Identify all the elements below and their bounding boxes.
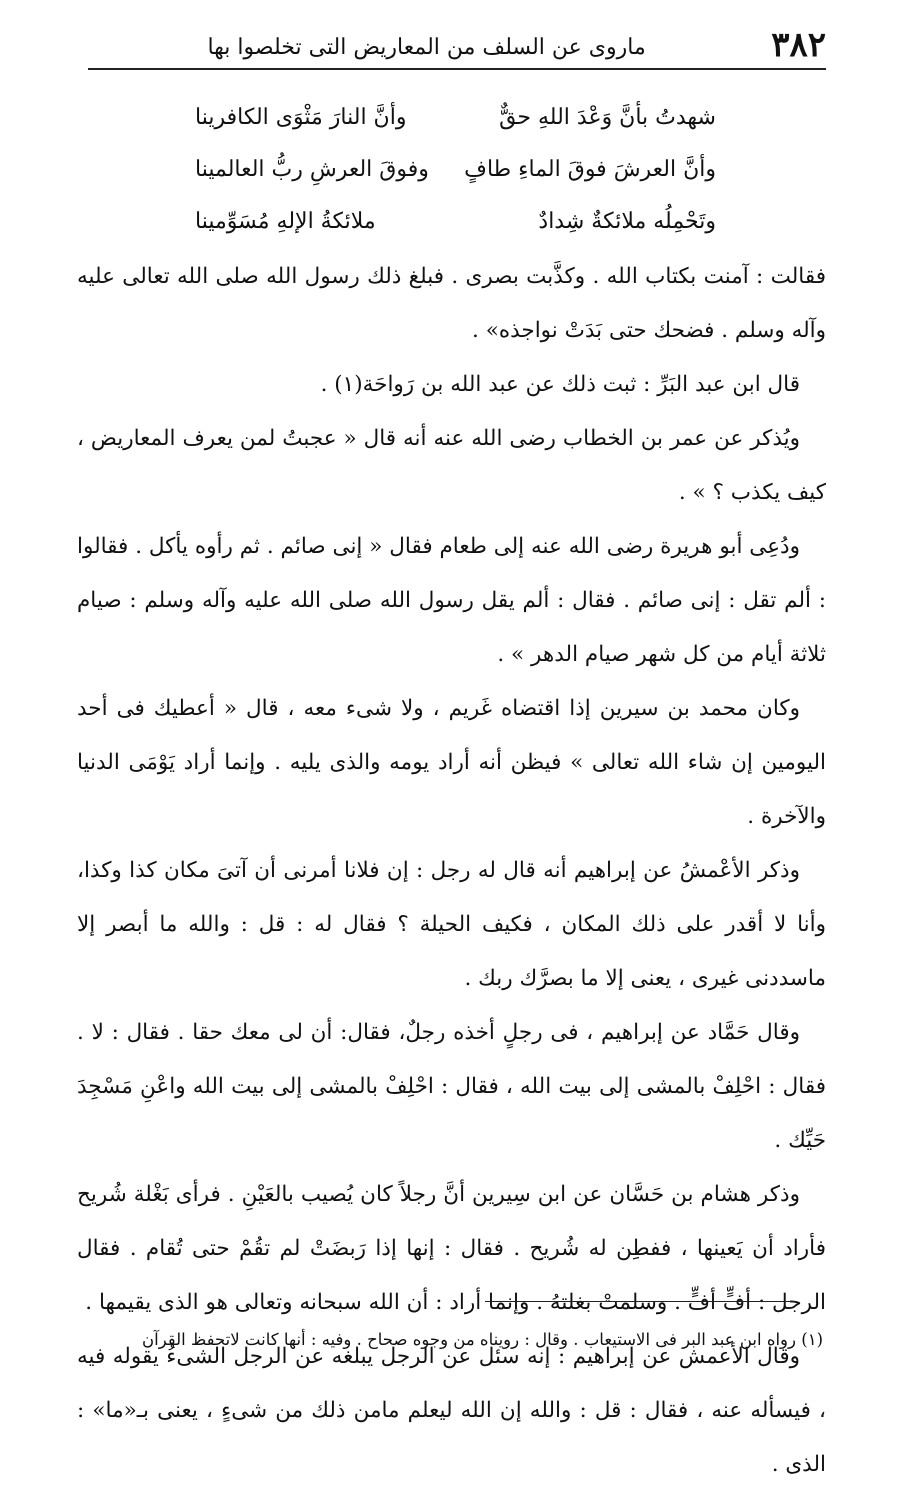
verse-second-hemistich: ملائكةُ الإلهِ مُسَوِّمينا (195, 209, 376, 234)
paragraph: ودُعِى أبو هريرة رضى الله عنه إلى طعام فقال « إنى صائم . ثم رأوه يأكل . فقالوا : ألم تقل : إنى صائم . فقال : ألم يقل رسول الله صلى الله عليه وآله وسلم : صيام ثلاثة أيام من كل شهر صيام الدهر » . (77, 534, 826, 667)
paragraph: فقالت : آمنت بكتاب الله . وكذَّبت بصرى . فبلغ ذلك رسول الله صلى الله تعالى عليه وآله وسلم . فضحك حتى بَدَتْ نواجذه» . (77, 264, 826, 343)
paragraph: وذكر الأعْمشُ عن إبراهيم أنه قال له رجل : إن فلانا أمرنى أن آتىَ مكان كذا وكذا، وأنا لا أقدر على ذلك المكان ، فكيف الحيلة ؟ فقال له : قل : والله ما أبصر إلا ماسددنى غيرى ، يعنى إلا ما بصرَّك ربك . (77, 858, 826, 991)
paragraph: وذكر هشام بن حَسَّان عن ابن سِيرين أنَّ رجلاً كان يُصيب بالعَيْنِ . فرأى بَغْلة شُريح فأراد أن يَعينها ، ففطِن له شُريح . فقال : إنها إذا رَبضَتْ لم تقُمْ حتى تُقام . فقال الرجل : أفٍّ أفٍّ . وسلمتْ بغلتهُ . وإنما أراد : أن الله سبحانه وتعالى هو الذى يقيمها . (77, 1182, 826, 1315)
body-text (77, 250, 826, 1492)
verse-second-hemistich: وأنَّ النارَ مَثْوَى الكافرينا (195, 105, 407, 130)
paragraph: قال ابن عبد البَرِّ : ثبت ذلك عن عبد الله بن رَواحَة(١) . (320, 372, 800, 397)
verse-first-hemistich: شهدتُ بأنَّ وَعْدَ اللهِ حقٌّ (499, 105, 716, 130)
page-number: ٣٨٢ (771, 25, 826, 65)
running-title: ماروى عن السلف من المعاريض التى تخلصوا بها (207, 35, 646, 60)
poem-verses (195, 92, 716, 248)
verse-second-hemistich: وفوقَ العرشِ ربُّ العالمينا (195, 157, 429, 182)
verse-line (195, 92, 716, 144)
paragraph: وقال حَمَّاد عن إبراهيم ، فى رجلٍ أخذه رجلٌ، فقال: أن لى معك حقا . فقال : لا . فقال : احْلِفْ بالمشى إلى بيت الله ، فقال : احْلِفْ بالمشى إلى بيت الله واعْنِ مَسْجِدَ حَيِّك . (77, 1020, 826, 1153)
verse-first-hemistich: وتَحْمِلُه ملائكةٌ شِدادٌ (538, 209, 716, 234)
verse-line (195, 196, 716, 248)
page-header (88, 22, 826, 70)
paragraph: وقال الأعمش عن إبراهيم : إنه سئل عن الرجل يبلغه عن الرجل الشىءُ يقوله فيه ، فيسأله عنه ، فقال : قل : والله إن الله ليعلم مامن ذلك من شىءٍ ، يعنى بـ«ما» : الذى . (77, 1344, 826, 1477)
verse-first-hemistich: وأنَّ العرشَ فوقَ الماءِ طافٍ (464, 157, 716, 182)
footnote-divider (485, 1301, 797, 1302)
paragraph: وكان محمد بن سيرين إذا اقتضاه غَريم ، ولا شىء معه ، قال « أعطيك فى أحد اليومين إن شاء الله تعالى » فيظن أنه أراد يومه والذى يليه . وإنما أراد يَوْمَى الدنيا والآخرة . (77, 696, 826, 829)
paragraph: ويُذكر عن عمر بن الخطاب رضى الله عنه أنه قال « عجبتُ لمن يعرف المعاريض ، كيف يكذب ؟ » . (77, 426, 826, 505)
footnote: (١) رواه ابن عبد البر فى الاستيعاب . وقال : رويناه من وجوه صحاح . وفيه : أنها كانت لاتحفظ القرآن (142, 1330, 823, 1349)
verse-line (195, 144, 716, 196)
